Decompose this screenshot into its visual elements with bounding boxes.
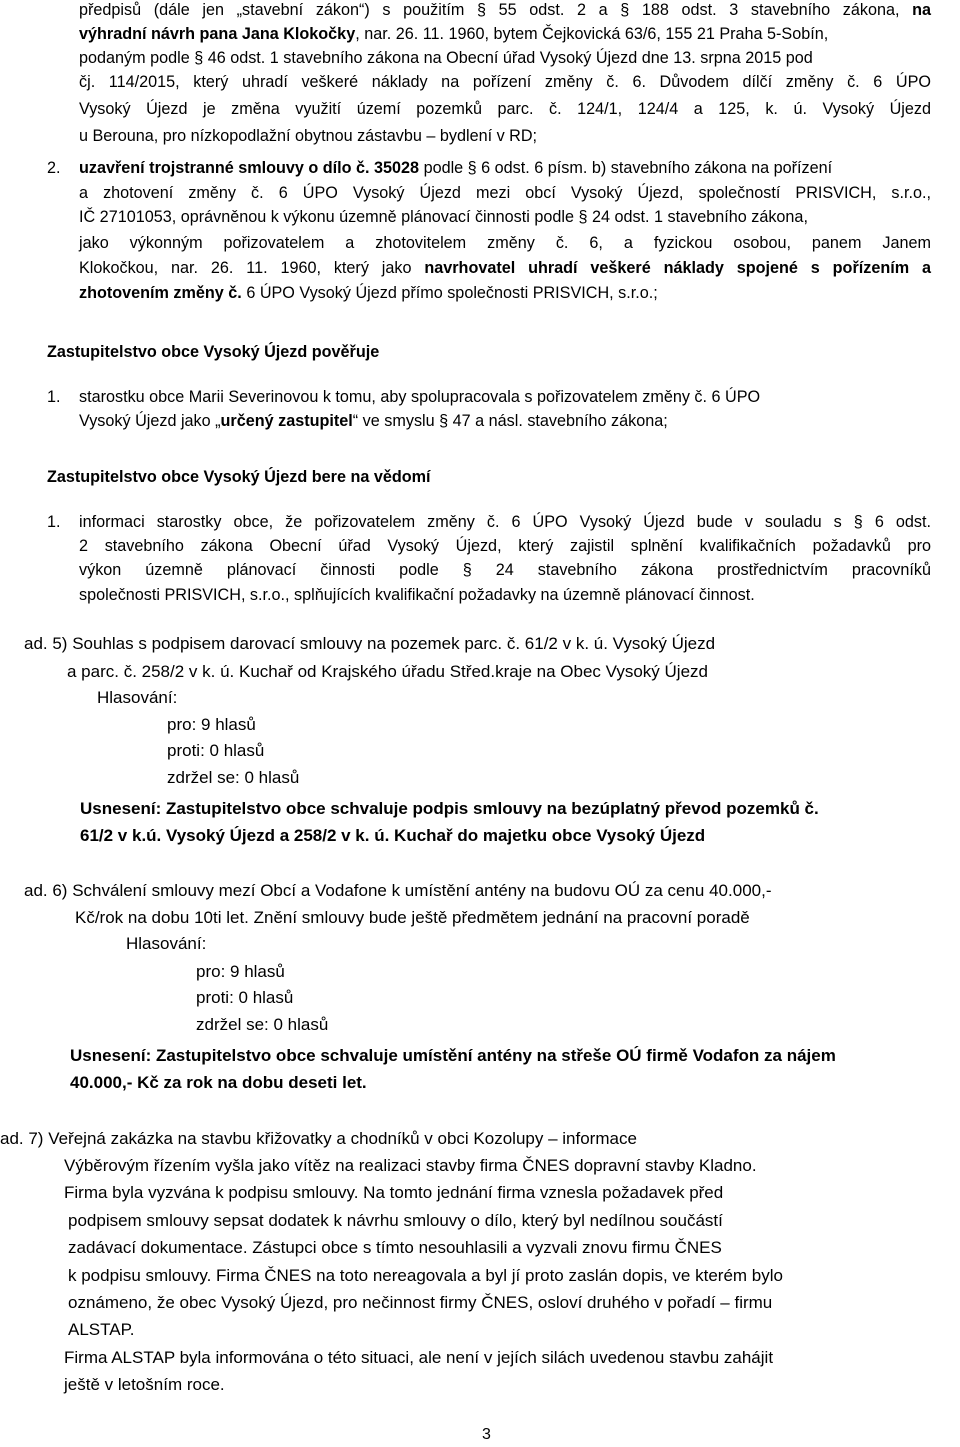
item2-line-6: zhotovením změny č. 6 ÚPO Vysoký Újezd přímo společnosti PRISVICH, s.r.o.; <box>79 284 658 302</box>
bere-line-1: informaci starostky obce, že pořizovatelem změny č. 6 ÚPO Vysoký Újezd bude v souladu s § 6 odst. <box>79 513 931 531</box>
item2-line-2: a zhotovení změny č. 6 ÚPO Vysoký Újezd mezi obcí Vysoký Újezd, společností PRISVICH, s.r.o., <box>79 184 931 202</box>
ad7-line-3: Firma byla vyzvána k podpisu smlouvy. Na tomto jednání firma vznesla požadavek před <box>64 1183 724 1202</box>
ad6-vote-title: Hlasování: <box>126 934 207 953</box>
bere-number: 1. <box>47 513 61 531</box>
page-number: 3 <box>482 1426 491 1443</box>
ad6-heading: ad. 6) Schválení smlouvy mezí Obcí a Vodafone k umístění antény na budovu OÚ za cenu 40.000,- <box>24 881 772 900</box>
intro-line-2: výhradní návrh pana Jana Klokočky, nar. 26. 11. 1960, bytem Čejkovická 63/6, 155 21 Praha 5-Sobín, <box>79 25 829 43</box>
intro-line-5: Vysoký Újezd je změna využití území pozemků parc. č. 124/1, 124/4 a 125, k. ú. Vysoký Újezd <box>79 100 931 118</box>
ad6-vote-proti: proti: 0 hlasů <box>196 988 294 1007</box>
bere-line-4: společnosti PRISVICH, s.r.o., splňujících kvalifikační požadavky na územně plánovací činnost. <box>79 586 755 604</box>
ad6-resolution-2: 40.000,- Kč za rok na dobu deseti let. <box>70 1073 367 1092</box>
ad7-line-7: oznámeno, že obec Vysoký Újezd, pro nečinnost firmy ČNES, osloví druhého v pořadí – firmu <box>68 1293 773 1312</box>
bere-line-3: výkon územně plánovací činnosti podle § 24 stavebního zákona prostřednictvím pracovníků <box>79 561 931 579</box>
poveruje-line-2: Vysoký Újezd jako „určený zastupitel“ ve smyslu § 47 a násl. stavebního zákona; <box>79 412 668 430</box>
ad7-line-4: podpisem smlouvy sepsat dodatek k návrhu smlouvy o dílo, který byl nedílnou součástí <box>68 1211 723 1230</box>
item2-line-5: Klokočkou, nar. 26. 11. 1960, který jako navrhovatel uhradí veškeré náklady spojené s pořízením a <box>79 259 931 277</box>
bere-line-2: 2 stavebního zákona Obecní úřad Vysoký Újezd, který zajistil splnění kvalifikačních požadavků pro <box>79 537 931 555</box>
item2-number: 2. <box>47 159 61 177</box>
intro-line-6: u Berouna, pro nízkopodlažní obytnou zástavbu – bydlení v RD; <box>79 127 538 145</box>
bere-heading: Zastupitelstvo obce Vysoký Újezd bere na vědomí <box>47 468 431 486</box>
ad7-line-6: k podpisu smlouvy. Firma ČNES na toto nereagovala a byl jí proto zaslán dopis, ve kterém bylo <box>68 1266 783 1285</box>
ad5-line-2: a parc. č. 258/2 v k. ú. Kuchař od Krajského úřadu Střed.kraje na Obec Vysoký Újezd <box>67 662 708 681</box>
ad6-vote-zdrzel: zdržel se: 0 hlasů <box>196 1015 329 1034</box>
ad7-line-9: Firma ALSTAP byla informována o této situaci, ale není v jejích silách uvedenou stavbu zahájit <box>64 1348 774 1367</box>
intro-line-4: čj. 114/2015, který uhradí veškeré náklady na pořízení změny č. 6. Důvodem dílčí změny č. 6 ÚPO <box>79 73 931 91</box>
item2-line-4: jako výkonným pořizovatelem a zhotovitelem změny č. 6, a fyzickou osobou, panem Janem <box>79 234 931 252</box>
ad7-line-2: Výběrovým řízením vyšla jako vítěz na realizaci stavby firma ČNES dopravní stavby Kladno. <box>64 1156 757 1175</box>
intro-line-1: předpisů (dále jen „stavební zákon“) s použitím § 55 odst. 2 a § 188 odst. 3 stavebního zákona, na <box>79 1 931 19</box>
ad6-vote-pro: pro: 9 hlasů <box>196 962 285 981</box>
ad5-resolution-2: 61/2 v k.ú. Vysoký Újezd a 258/2 v k. ú. Kuchař do majetku obce Vysoký Újezd <box>80 826 706 845</box>
ad7-heading: ad. 7) Veřejná zakázka na stavbu křižovatky a chodníků v obci Kozolupy – informace <box>0 1129 637 1148</box>
ad6-resolution-1: Usnesení: Zastupitelstvo obce schvaluje umístění antény na střeše OÚ firmě Vodafon za nájem <box>70 1046 836 1065</box>
ad5-vote-proti: proti: 0 hlasů <box>167 741 265 760</box>
ad6-line-2: Kč/rok na dobu 10ti let. Znění smlouvy bude ještě předmětem jednání na pracovní poradě <box>75 908 750 927</box>
item2-line-1: uzavření trojstranné smlouvy o dílo č. 35028 podle § 6 odst. 6 písm. b) stavebního zákona na pořízení <box>79 159 833 177</box>
poveruje-number: 1. <box>47 388 61 406</box>
ad7-line-8: ALSTAP. <box>68 1320 135 1339</box>
ad5-resolution-1: Usnesení: Zastupitelstvo obce schvaluje podpis smlouvy na bezúplatný převod pozemků č. <box>80 799 819 818</box>
ad7-line-10: ještě v letošním roce. <box>64 1375 225 1394</box>
ad5-vote-pro: pro: 9 hlasů <box>167 715 256 734</box>
ad7-line-5: zadávací dokumentace. Zástupci obce s tímto nesouhlasili a vyzvali znovu firmu ČNES <box>68 1238 722 1257</box>
item2-line-3: IČ 27101053, oprávněnou k výkonu územně plánovací činnosti podle § 24 odst. 1 stavebního zákona, <box>79 208 808 226</box>
ad5-vote-zdrzel: zdržel se: 0 hlasů <box>167 768 300 787</box>
ad5-vote-title: Hlasování: <box>97 688 178 707</box>
poveruje-heading: Zastupitelstvo obce Vysoký Újezd pověřuje <box>47 343 380 361</box>
poveruje-line-1: starostku obce Marii Severinovou k tomu, aby spolupracovala s pořizovatelem změny č. 6 ÚPO <box>79 388 761 406</box>
ad5-heading: ad. 5) Souhlas s podpisem darovací smlouvy na pozemek parc. č. 61/2 v k. ú. Vysoký Újezd <box>24 634 716 653</box>
intro-line-3: podaným podle § 46 odst. 1 stavebního zákona na Obecní úřad Vysoký Újezd dne 13. srpna 2015 pod <box>79 49 813 67</box>
